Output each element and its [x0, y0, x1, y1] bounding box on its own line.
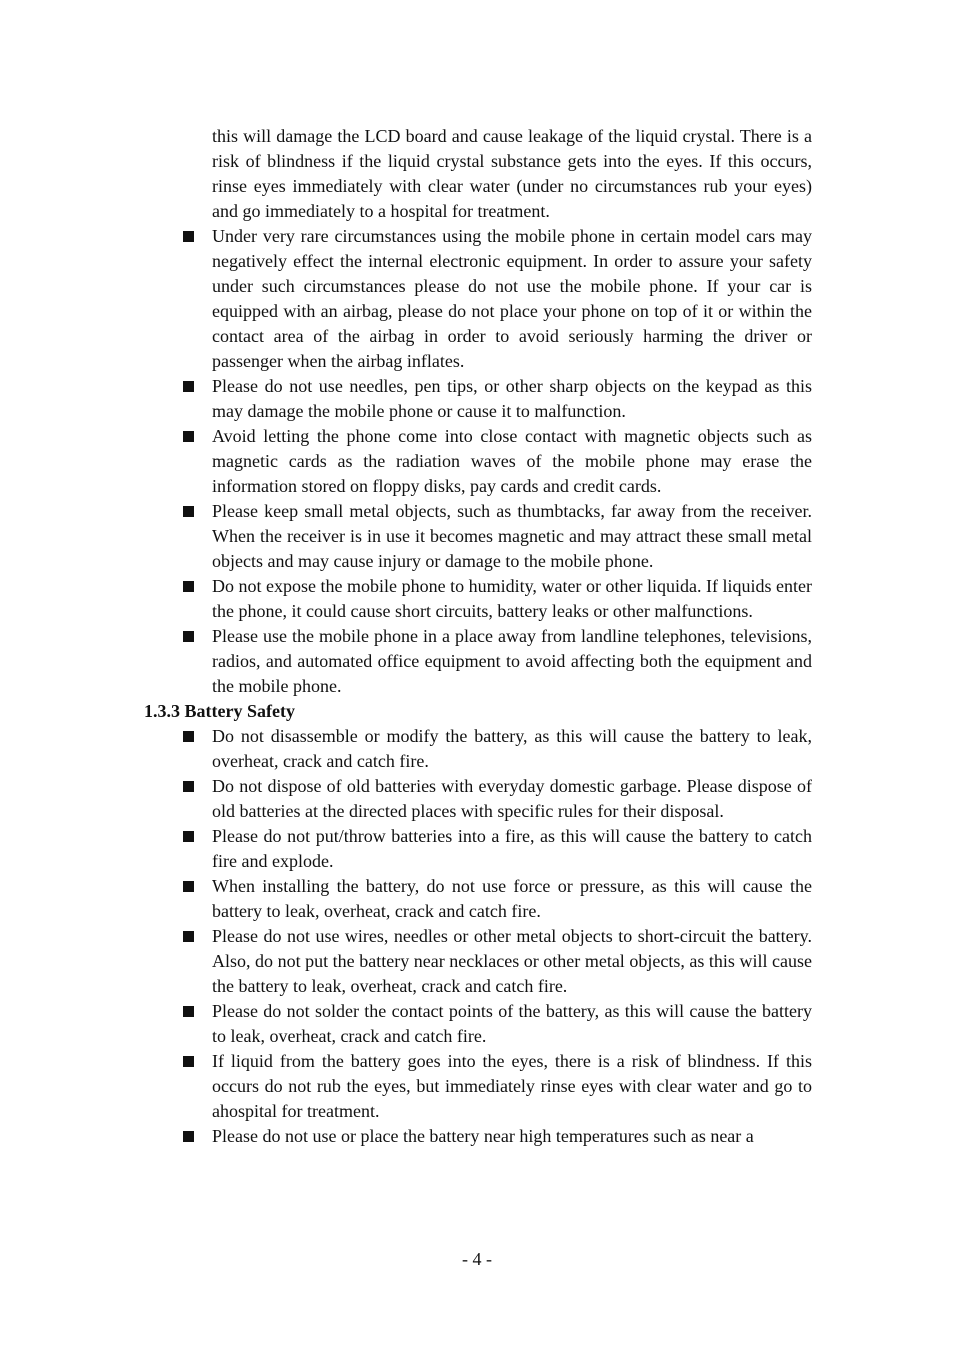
list-item-text: Please do not use needles, pen tips, or other sharp objects on the keypad as this may damage the mobile phone or cause it to malfunction.	[212, 376, 812, 421]
square-bullet-icon	[183, 631, 194, 642]
page-number: - 4 -	[462, 1249, 492, 1269]
continuation-paragraph: this will damage the LCD board and cause leakage of the liquid crystal. There is a risk of blindness if the liquid crystal substance gets into the eyes. If this occurs, rinse eyes immediately with clear water (under no circumstances rub your eyes) and go immediately to a hospital for treatment.	[212, 126, 812, 221]
square-bullet-icon	[183, 581, 194, 592]
square-bullet-icon	[183, 831, 194, 842]
square-bullet-icon	[183, 381, 194, 392]
list-item-text: Please do not use or place the battery near high temperatures such as near a	[212, 1126, 754, 1146]
square-bullet-icon	[183, 1131, 194, 1142]
list-item-text: Do not disassemble or modify the battery, as this will cause the battery to leak, overheat, crack and catch fire.	[212, 726, 812, 771]
list-item	[212, 874, 812, 924]
list-item-text: When installing the battery, do not use force or pressure, as this will cause the battery to leak, overheat, crack and catch fire.	[212, 876, 812, 921]
list-item	[212, 1124, 812, 1149]
section-heading: 1.3.3 Battery Safety	[144, 701, 295, 721]
square-bullet-icon	[183, 1006, 194, 1017]
list-item	[212, 499, 812, 574]
square-bullet-icon	[183, 231, 194, 242]
list-item-text: Do not expose the mobile phone to humidity, water or other liquida. If liquids enter the phone, it could cause short circuits, battery leaks or other malfunctions.	[212, 576, 812, 621]
list-item	[212, 574, 812, 624]
list-item-text: Please do not use wires, needles or other metal objects to short-circuit the battery. Also, do not put the battery near necklaces or other metal objects, as this will cause the battery to leak, overheat, crack and catch fire.	[212, 926, 812, 996]
list-item-text: Do not dispose of old batteries with everyday domestic garbage. Please dispose of old batteries at the directed places with specific rules for their disposal.	[212, 776, 812, 821]
list-item	[212, 224, 812, 374]
list-item	[212, 1049, 812, 1124]
list-item-text: If liquid from the battery goes into the eyes, there is a risk of blindness. If this occurs do not rub the eyes, but immediately rinse eyes with clear water and go to ahospital for treatment.	[212, 1051, 812, 1121]
list-item-text: Please use the mobile phone in a place away from landline telephones, televisions, radios, and automated office equipment to avoid affecting both the equipment and the mobile phone.	[212, 626, 812, 696]
list-item	[212, 624, 812, 699]
list-item	[212, 774, 812, 824]
list-item	[212, 824, 812, 874]
square-bullet-icon	[183, 931, 194, 942]
square-bullet-icon	[183, 506, 194, 517]
square-bullet-icon	[183, 431, 194, 442]
list-item	[212, 724, 812, 774]
square-bullet-icon	[183, 781, 194, 792]
square-bullet-icon	[183, 731, 194, 742]
list-item-text: Please do not solder the contact points of the battery, as this will cause the battery to leak, overheat, crack and catch fire.	[212, 1001, 812, 1046]
list-item	[212, 924, 812, 999]
square-bullet-icon	[183, 1056, 194, 1067]
square-bullet-icon	[183, 881, 194, 892]
page-content	[144, 124, 812, 1149]
list-item-text: Avoid letting the phone come into close contact with magnetic objects such as magnetic cards as the radiation waves of the mobile phone may erase the information stored on floppy disks, pay cards and credit cards.	[212, 426, 812, 496]
list-item	[212, 424, 812, 499]
list-item	[212, 999, 812, 1049]
list-item-text: Please keep small metal objects, such as thumbtacks, far away from the receiver. When the receiver is in use it becomes magnetic and may attract these small metal objects and may cause injury or damage to the mobile phone.	[212, 501, 812, 571]
list-item	[212, 374, 812, 424]
list-item-text: Under very rare circumstances using the mobile phone in certain model cars may negatively effect the internal electronic equipment. In order to assure your safety under such circumstances please do not use the mobile phone. If your car is equipped with an airbag, please do not place your phone on top of it or within the contact area of the airbag in order to avoid seriously harming the driver or passenger when the airbag inflates.	[212, 226, 812, 371]
list-item-text: Please do not put/throw batteries into a fire, as this will cause the battery to catch fire and explode.	[212, 826, 812, 871]
